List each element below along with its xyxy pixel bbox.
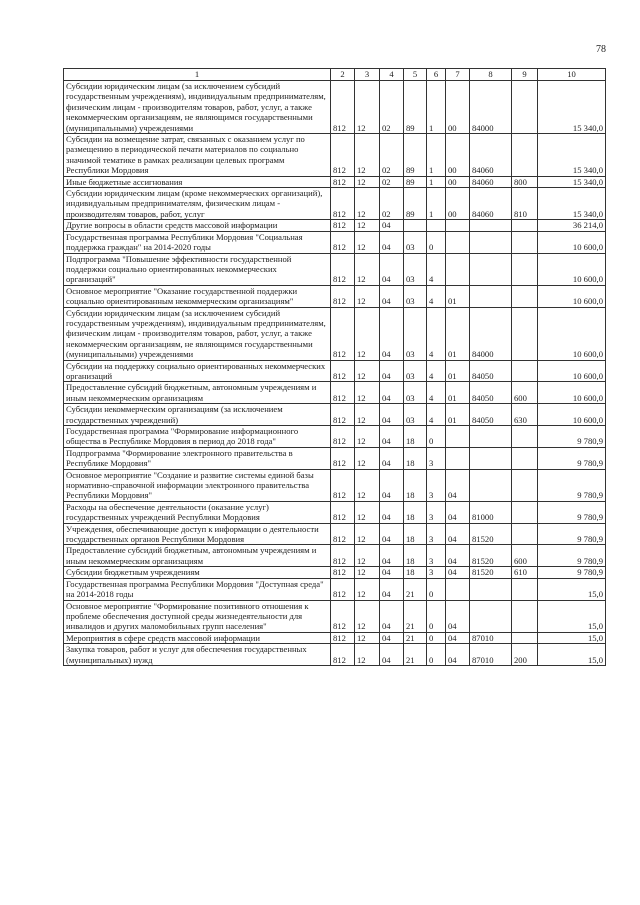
col3-cell: 12 <box>355 81 380 134</box>
col5-cell: 21 <box>404 578 427 600</box>
col3-cell: 12 <box>355 501 380 523</box>
col2-cell: 812 <box>331 220 355 231</box>
amount-cell: 15 340,0 <box>538 188 606 220</box>
table-row <box>64 469 606 501</box>
amount-cell: 36 214,0 <box>538 220 606 231</box>
col7-cell: 04 <box>446 501 470 523</box>
col8-cell <box>470 600 512 632</box>
amount-cell: 15 340,0 <box>538 81 606 134</box>
row-name: Основное мероприятие "Создание и развитие системы единой базы нормативно-справочной информации электронного правительства Республики Мордовия" <box>64 469 331 501</box>
col6-cell: 0 <box>427 426 446 448</box>
col6-cell: 4 <box>427 307 446 360</box>
col6-cell: 1 <box>427 176 446 187</box>
col9-cell: 600 <box>512 545 538 567</box>
col7-cell: 01 <box>446 307 470 360</box>
col8-cell <box>470 253 512 285</box>
table-row <box>64 501 606 523</box>
col5-cell: 21 <box>404 600 427 632</box>
col4-cell: 04 <box>380 469 404 501</box>
col4-cell: 04 <box>380 447 404 469</box>
row-name: Подпрограмма "Формирование электронного правительства в Республике Мордовия" <box>64 447 331 469</box>
col5-cell: 03 <box>404 360 427 382</box>
col2-cell: 812 <box>331 600 355 632</box>
page-number: 78 <box>596 44 606 55</box>
col6-cell: 4 <box>427 253 446 285</box>
col-header: 3 <box>355 69 380 81</box>
col2-cell: 812 <box>331 231 355 253</box>
table-row <box>64 360 606 382</box>
table-row <box>64 220 606 231</box>
col9-cell <box>512 307 538 360</box>
col7-cell <box>446 220 470 231</box>
col7-cell <box>446 426 470 448</box>
amount-cell: 9 780,9 <box>538 501 606 523</box>
col-header: 9 <box>512 69 538 81</box>
col8-cell: 84060 <box>470 188 512 220</box>
table-row <box>64 545 606 567</box>
col6-cell: 3 <box>427 469 446 501</box>
col3-cell: 12 <box>355 426 380 448</box>
col-header: 4 <box>380 69 404 81</box>
col6-cell: 0 <box>427 231 446 253</box>
col8-cell: 87010 <box>470 632 512 643</box>
col4-cell: 04 <box>380 382 404 404</box>
col4-cell: 04 <box>380 426 404 448</box>
row-name: Учреждения, обеспечивающие доступ к информации о деятельности государственных органов Республики Мордовия <box>64 523 331 545</box>
col9-cell: 800 <box>512 176 538 187</box>
col4-cell: 04 <box>380 545 404 567</box>
col4-cell: 04 <box>380 501 404 523</box>
col8-cell: 84050 <box>470 382 512 404</box>
amount-cell: 15,0 <box>538 644 606 666</box>
table-row <box>64 567 606 578</box>
col7-cell <box>446 231 470 253</box>
col3-cell: 12 <box>355 188 380 220</box>
col9-cell: 810 <box>512 188 538 220</box>
col5-cell: 21 <box>404 644 427 666</box>
col8-cell <box>470 231 512 253</box>
row-name: Субсидии на возмещение затрат, связанных с оказанием услуг по размещению в периодической печати материалов по социально значимой тематике в рамках реализации целевых программ Республики Мордовия <box>64 134 331 177</box>
amount-cell: 9 780,9 <box>538 545 606 567</box>
col6-cell: 4 <box>427 404 446 426</box>
col-header: 6 <box>427 69 446 81</box>
col5-cell: 18 <box>404 426 427 448</box>
col6-cell: 1 <box>427 188 446 220</box>
col4-cell: 04 <box>380 220 404 231</box>
col6-cell: 0 <box>427 632 446 643</box>
col4-cell: 02 <box>380 176 404 187</box>
amount-cell: 9 780,9 <box>538 523 606 545</box>
table-row <box>64 81 606 134</box>
col5-cell: 21 <box>404 632 427 643</box>
col5-cell: 18 <box>404 469 427 501</box>
col-header: 2 <box>331 69 355 81</box>
col9-cell <box>512 360 538 382</box>
col5-cell: 18 <box>404 501 427 523</box>
col9-cell <box>512 134 538 177</box>
amount-cell: 10 600,0 <box>538 382 606 404</box>
col2-cell: 812 <box>331 501 355 523</box>
col4-cell: 04 <box>380 600 404 632</box>
col2-cell: 812 <box>331 469 355 501</box>
col7-cell: 01 <box>446 360 470 382</box>
col2-cell: 812 <box>331 578 355 600</box>
col7-cell: 00 <box>446 176 470 187</box>
amount-cell: 10 600,0 <box>538 253 606 285</box>
col6-cell: 4 <box>427 285 446 307</box>
col5-cell: 18 <box>404 567 427 578</box>
col2-cell: 812 <box>331 644 355 666</box>
col2-cell: 812 <box>331 382 355 404</box>
table-row <box>64 600 606 632</box>
col7-cell: 04 <box>446 600 470 632</box>
table-row <box>64 231 606 253</box>
col6-cell <box>427 220 446 231</box>
col4-cell: 04 <box>380 578 404 600</box>
row-name: Субсидии некоммерческим организациям (за исключением государственных учреждений) <box>64 404 331 426</box>
col7-cell: 01 <box>446 285 470 307</box>
col4-cell: 04 <box>380 253 404 285</box>
col4-cell: 04 <box>380 523 404 545</box>
row-name: Мероприятия в сфере средств массовой информации <box>64 632 331 643</box>
row-name: Государственная программа "Формирование информационного общества в Республике Мордовия в период до 2018 года" <box>64 426 331 448</box>
row-name: Предоставление субсидий бюджетным, автономным учреждениям и иным некоммерческим организациям <box>64 545 331 567</box>
col3-cell: 12 <box>355 469 380 501</box>
row-name: Иные бюджетные ассигнования <box>64 176 331 187</box>
col4-cell: 02 <box>380 134 404 177</box>
col3-cell: 12 <box>355 176 380 187</box>
col4-cell: 04 <box>380 360 404 382</box>
row-name: Субсидии юридическим лицам (кроме некоммерческих организаций), индивидуальным предпринимателям, физическим лицам - производителям товаров, работ, услуг <box>64 188 331 220</box>
col2-cell: 812 <box>331 404 355 426</box>
col6-cell: 1 <box>427 81 446 134</box>
col6-cell: 0 <box>427 578 446 600</box>
col7-cell: 04 <box>446 523 470 545</box>
table-row <box>64 426 606 448</box>
col3-cell: 12 <box>355 644 380 666</box>
col5-cell: 03 <box>404 307 427 360</box>
col9-cell: 610 <box>512 567 538 578</box>
col9-cell: 200 <box>512 644 538 666</box>
col3-cell: 12 <box>355 360 380 382</box>
col2-cell: 812 <box>331 253 355 285</box>
row-name: Государственная программа Республики Мордовия "Социальная поддержка граждан" на 2014-2020 годы <box>64 231 331 253</box>
col5-cell: 03 <box>404 404 427 426</box>
col7-cell: 04 <box>446 545 470 567</box>
amount-cell: 9 780,9 <box>538 567 606 578</box>
col7-cell: 01 <box>446 404 470 426</box>
col8-cell: 87010 <box>470 644 512 666</box>
col8-cell <box>470 447 512 469</box>
col5-cell: 03 <box>404 231 427 253</box>
col-header: 10 <box>538 69 606 81</box>
col5-cell: 03 <box>404 382 427 404</box>
amount-cell: 10 600,0 <box>538 360 606 382</box>
col8-cell: 84050 <box>470 360 512 382</box>
col7-cell: 00 <box>446 81 470 134</box>
col2-cell: 812 <box>331 523 355 545</box>
col-header: 1 <box>64 69 331 81</box>
col2-cell: 812 <box>331 567 355 578</box>
col9-cell <box>512 523 538 545</box>
col5-cell: 89 <box>404 134 427 177</box>
col3-cell: 12 <box>355 253 380 285</box>
col8-cell <box>470 285 512 307</box>
col7-cell: 04 <box>446 644 470 666</box>
table-row <box>64 404 606 426</box>
col3-cell: 12 <box>355 545 380 567</box>
col9-cell <box>512 578 538 600</box>
col9-cell <box>512 600 538 632</box>
row-name: Государственная программа Республики Мордовия "Доступная среда" на 2014-2018 годы <box>64 578 331 600</box>
col8-cell: 81520 <box>470 523 512 545</box>
col2-cell: 812 <box>331 632 355 643</box>
col9-cell <box>512 285 538 307</box>
col2-cell: 812 <box>331 307 355 360</box>
col7-cell: 00 <box>446 134 470 177</box>
amount-cell: 15 340,0 <box>538 134 606 177</box>
amount-cell: 10 600,0 <box>538 404 606 426</box>
col9-cell <box>512 447 538 469</box>
col4-cell: 04 <box>380 567 404 578</box>
table-row <box>64 644 606 666</box>
col3-cell: 12 <box>355 231 380 253</box>
col8-cell: 84060 <box>470 134 512 177</box>
col6-cell: 3 <box>427 523 446 545</box>
col2-cell: 812 <box>331 176 355 187</box>
col7-cell: 01 <box>446 382 470 404</box>
amount-cell: 10 600,0 <box>538 285 606 307</box>
col3-cell: 12 <box>355 523 380 545</box>
col4-cell: 04 <box>380 632 404 643</box>
col2-cell: 812 <box>331 360 355 382</box>
col3-cell: 12 <box>355 220 380 231</box>
row-name: Субсидии юридическим лицам (за исключением субсидий государственным учреждениям), индивидуальным предпринимателям, физическим лицам - производителям товаров, работ, услуг, а также некоммерческим организациям, не являющимся государственными (муниципальными) учреждениями <box>64 307 331 360</box>
col7-cell: 04 <box>446 632 470 643</box>
col5-cell <box>404 220 427 231</box>
col4-cell: 02 <box>380 81 404 134</box>
col9-cell <box>512 501 538 523</box>
table-row <box>64 307 606 360</box>
col5-cell: 03 <box>404 253 427 285</box>
col6-cell: 4 <box>427 382 446 404</box>
col9-cell <box>512 426 538 448</box>
col7-cell: 04 <box>446 567 470 578</box>
budget-table <box>63 68 606 666</box>
row-name: Основное мероприятие "Оказание государственной поддержки социально ориентированным некоммерческим организациям" <box>64 285 331 307</box>
row-name: Субсидии на поддержку социально ориентированных некоммерческих организаций <box>64 360 331 382</box>
col9-cell <box>512 81 538 134</box>
amount-cell: 15,0 <box>538 632 606 643</box>
col7-cell: 04 <box>446 469 470 501</box>
col8-cell <box>470 220 512 231</box>
col9-cell: 630 <box>512 404 538 426</box>
table-row <box>64 382 606 404</box>
col6-cell: 4 <box>427 360 446 382</box>
table-row <box>64 632 606 643</box>
col3-cell: 12 <box>355 567 380 578</box>
col5-cell: 03 <box>404 285 427 307</box>
col8-cell: 84060 <box>470 176 512 187</box>
col2-cell: 812 <box>331 285 355 307</box>
col9-cell <box>512 220 538 231</box>
amount-cell: 15 340,0 <box>538 176 606 187</box>
col8-cell <box>470 469 512 501</box>
col4-cell: 04 <box>380 285 404 307</box>
table-row <box>64 253 606 285</box>
amount-cell: 10 600,0 <box>538 231 606 253</box>
col9-cell: 600 <box>512 382 538 404</box>
amount-cell: 10 600,0 <box>538 307 606 360</box>
col3-cell: 12 <box>355 404 380 426</box>
col4-cell: 02 <box>380 188 404 220</box>
col9-cell <box>512 253 538 285</box>
row-name: Закупка товаров, работ и услуг для обеспечения государственных (муниципальных) нужд <box>64 644 331 666</box>
col8-cell: 84000 <box>470 81 512 134</box>
col3-cell: 12 <box>355 285 380 307</box>
col5-cell: 89 <box>404 188 427 220</box>
col8-cell <box>470 426 512 448</box>
col6-cell: 3 <box>427 447 446 469</box>
col6-cell: 3 <box>427 545 446 567</box>
col3-cell: 12 <box>355 632 380 643</box>
col7-cell <box>446 578 470 600</box>
table-row <box>64 134 606 177</box>
col8-cell: 81520 <box>470 545 512 567</box>
col9-cell <box>512 632 538 643</box>
table-row <box>64 285 606 307</box>
header-row <box>64 69 606 81</box>
col2-cell: 812 <box>331 447 355 469</box>
col6-cell: 3 <box>427 501 446 523</box>
col2-cell: 812 <box>331 188 355 220</box>
amount-cell: 9 780,9 <box>538 426 606 448</box>
col2-cell: 812 <box>331 81 355 134</box>
col5-cell: 89 <box>404 81 427 134</box>
col2-cell: 812 <box>331 426 355 448</box>
col5-cell: 18 <box>404 545 427 567</box>
col3-cell: 12 <box>355 307 380 360</box>
col6-cell: 1 <box>427 134 446 177</box>
table-row <box>64 188 606 220</box>
col2-cell: 812 <box>331 134 355 177</box>
col3-cell: 12 <box>355 382 380 404</box>
col9-cell <box>512 469 538 501</box>
col2-cell: 812 <box>331 545 355 567</box>
col3-cell: 12 <box>355 134 380 177</box>
col5-cell: 89 <box>404 176 427 187</box>
table-row <box>64 578 606 600</box>
row-name: Предоставление субсидий бюджетным, автономным учреждениям и иным некоммерческим организациям <box>64 382 331 404</box>
amount-cell: 9 780,9 <box>538 447 606 469</box>
col3-cell: 12 <box>355 600 380 632</box>
row-name: Основное мероприятие "Формирование позитивного отношения к проблеме обеспечения доступной среды жизнедеятельности для инвалидов и других маломобильных групп населения" <box>64 600 331 632</box>
amount-cell: 9 780,9 <box>538 469 606 501</box>
row-name: Расходы на обеспечение деятельности (оказание услуг) государственных учреждений Республики Мордовия <box>64 501 331 523</box>
col4-cell: 04 <box>380 307 404 360</box>
row-name: Субсидии бюджетным учреждениям <box>64 567 331 578</box>
table-row <box>64 176 606 187</box>
amount-cell: 15,0 <box>538 600 606 632</box>
col3-cell: 12 <box>355 447 380 469</box>
table-row <box>64 447 606 469</box>
col6-cell: 3 <box>427 567 446 578</box>
col6-cell: 0 <box>427 600 446 632</box>
col4-cell: 04 <box>380 644 404 666</box>
col-header: 5 <box>404 69 427 81</box>
amount-cell: 15,0 <box>538 578 606 600</box>
row-name: Подпрограмма "Повышение эффективности государственной поддержки социально ориентированных некоммерческих организаций" <box>64 253 331 285</box>
table-row <box>64 523 606 545</box>
col7-cell <box>446 447 470 469</box>
col4-cell: 04 <box>380 404 404 426</box>
col6-cell: 0 <box>427 644 446 666</box>
col8-cell: 84000 <box>470 307 512 360</box>
row-name: Другие вопросы в области средств массовой информации <box>64 220 331 231</box>
col5-cell: 18 <box>404 447 427 469</box>
col7-cell <box>446 253 470 285</box>
col9-cell <box>512 231 538 253</box>
col-header: 8 <box>470 69 512 81</box>
col-header: 7 <box>446 69 470 81</box>
col8-cell: 81000 <box>470 501 512 523</box>
col8-cell <box>470 578 512 600</box>
col5-cell: 18 <box>404 523 427 545</box>
row-name: Субсидии юридическим лицам (за исключением субсидий государственным учреждениям), индивидуальным предпринимателям, физическим лицам - производителям товаров, работ, услуг, а также некоммерческим организациям, не являющимся государственными (муниципальными) учреждениями <box>64 81 331 134</box>
col4-cell: 04 <box>380 231 404 253</box>
col3-cell: 12 <box>355 578 380 600</box>
col8-cell: 84050 <box>470 404 512 426</box>
col8-cell: 81520 <box>470 567 512 578</box>
col7-cell: 00 <box>446 188 470 220</box>
